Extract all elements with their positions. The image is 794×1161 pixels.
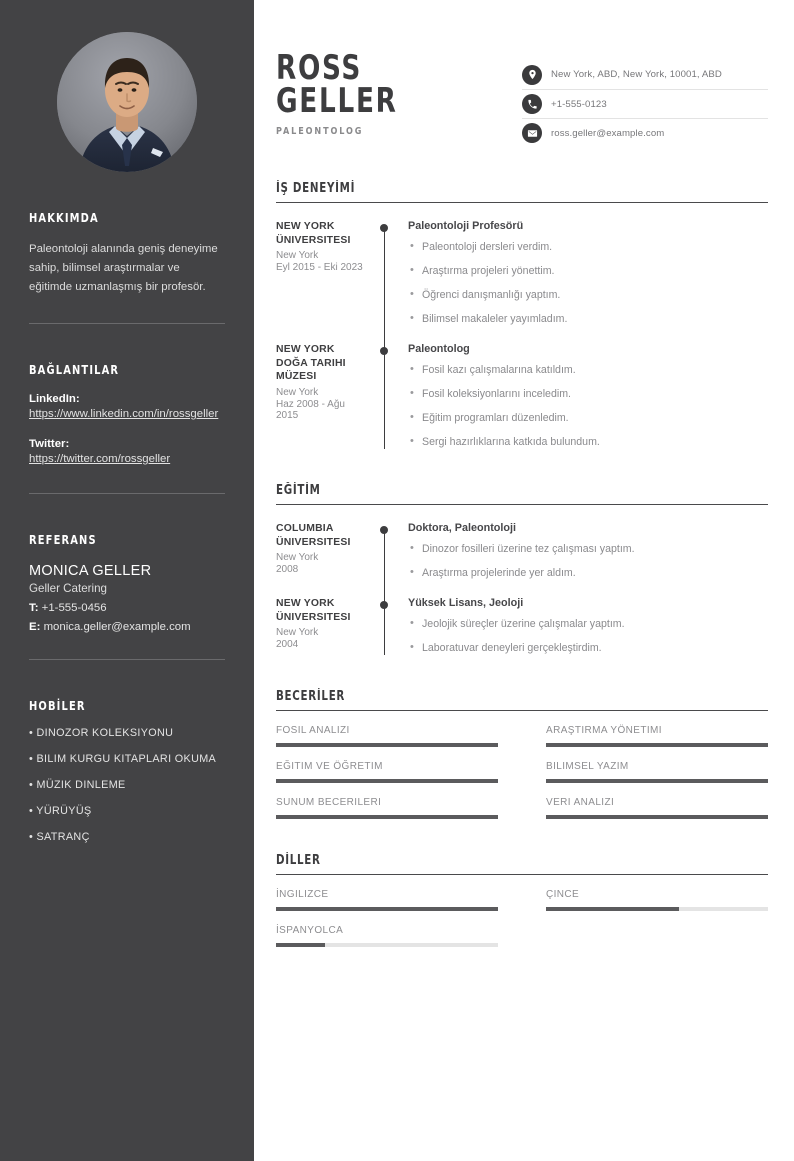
skill-item — [276, 725, 498, 747]
reference-email-row — [29, 621, 225, 633]
skill-label: VERI ANALIZI — [546, 797, 615, 808]
entry-location: New York — [276, 386, 319, 398]
hobby-item: • BILIM KURGU KITAPLARI OKUMA — [29, 753, 217, 765]
skill-item — [276, 797, 498, 819]
experience-entry — [276, 220, 768, 326]
entry-organization: NEW YORK DOĞA TARIHI MÜZESI — [276, 344, 346, 382]
entry-body — [398, 522, 768, 580]
experience-heading: İŞ DENEYİMİ — [276, 181, 356, 196]
about-heading: HAKKIMDA — [29, 210, 99, 225]
entry-organization: NEW YORK ÜNIVERSITESI — [276, 221, 351, 246]
main-content — [254, 0, 794, 1161]
reference-email-label: E: — [29, 621, 41, 633]
entry-location: New York — [276, 627, 319, 638]
entry-bullets — [408, 363, 768, 449]
language-item — [276, 925, 498, 947]
language-item — [276, 889, 498, 911]
links-heading: BAĞLANTILAR — [29, 362, 120, 377]
reference-section — [29, 532, 225, 660]
divider — [29, 659, 225, 660]
hobby-item: • YÜRÜYÜŞ — [29, 805, 92, 817]
timeline-line — [384, 351, 385, 449]
bullet-item: • Fosil kazı çalışmalarına katıldım. — [408, 363, 768, 377]
skill-label: ARAŞTIRMA YÖNETIMI — [546, 725, 662, 736]
reference-organization: Geller Catering — [29, 582, 107, 595]
skills-heading: BECERİLER — [276, 689, 346, 704]
languages-section — [276, 853, 768, 947]
language-label: İSPANYOLCA — [276, 925, 344, 936]
entry-location: New York — [276, 552, 319, 563]
skill-label: EĞITIM VE ÖĞRETIM — [276, 761, 383, 772]
section-rule — [276, 504, 768, 505]
contact-row-address — [522, 60, 768, 89]
language-bar-track — [546, 907, 768, 911]
entry-location: New York — [276, 250, 319, 261]
timeline-line — [384, 605, 385, 655]
about-section — [29, 210, 225, 324]
skill-bar-track — [276, 815, 498, 819]
reference-heading: REFERANS — [29, 532, 97, 547]
reference-phone-label: T: — [29, 602, 39, 614]
entry-bullets — [408, 542, 768, 580]
link-item-linkedin — [29, 393, 225, 422]
skill-bar-fill — [276, 815, 498, 819]
skill-bar-track — [546, 743, 768, 747]
language-bar-track — [276, 943, 498, 947]
language-bar-fill — [276, 943, 325, 947]
contact-list — [522, 60, 768, 147]
job-title: PALEONTOLOG — [276, 126, 364, 137]
entry-body — [398, 597, 768, 655]
experience-entry — [276, 343, 768, 449]
entry-title: Paleontoloji Profesörü — [408, 220, 524, 232]
section-rule — [276, 874, 768, 875]
skill-bar-track — [276, 779, 498, 783]
bullet-item: • Jeolojik süreçler üzerine çalışmalar yaptım. — [408, 617, 768, 631]
contact-address: New York, ABD, New York, 10001, ABD — [551, 69, 722, 80]
entry-body — [398, 220, 768, 326]
link-label: Twitter: — [29, 438, 70, 450]
contact-row-email — [522, 118, 768, 147]
reference-phone-row — [29, 602, 225, 614]
entry-dates: 2004 — [276, 639, 299, 650]
hobby-item: • DINOZOR KOLEKSIYONU — [29, 727, 174, 739]
entry-bullets — [408, 617, 768, 655]
last-name: GELLER — [276, 81, 398, 121]
skill-item — [546, 797, 768, 819]
skill-label: FOSIL ANALIZI — [276, 725, 350, 736]
language-item — [546, 889, 768, 911]
education-heading: EĞİTİM — [276, 483, 321, 498]
hobbies-heading: HOBİLER — [29, 698, 86, 713]
reference-email-value: monica.geller@example.com — [43, 621, 191, 633]
avatar — [57, 32, 197, 172]
skill-bar-fill — [546, 779, 768, 783]
entry-title: Doktora, Paleontoloji — [408, 522, 516, 534]
hobbies-section — [29, 698, 225, 843]
hobby-item: • SATRANÇ — [29, 831, 90, 843]
linkedin-url-link[interactable]: https://www.linkedin.com/in/rossgeller — [29, 408, 219, 420]
skill-bar-fill — [276, 743, 498, 747]
divider — [29, 323, 225, 324]
section-rule — [276, 202, 768, 203]
timeline-marker — [376, 220, 398, 326]
section-rule — [276, 710, 768, 711]
timeline-line — [384, 228, 385, 348]
identity-block — [276, 48, 417, 137]
bullet-item: • Bilimsel makaleler yayımladım. — [408, 312, 768, 326]
language-label: İNGILIZCE — [276, 889, 329, 900]
education-section — [276, 483, 768, 655]
skill-bar-track — [546, 815, 768, 819]
skill-bar-track — [276, 743, 498, 747]
languages-list — [276, 889, 768, 947]
skill-item — [546, 725, 768, 747]
avatar-container — [29, 0, 225, 172]
skill-bar-fill — [276, 779, 498, 783]
entry-meta — [276, 343, 376, 449]
languages-heading: DİLLER — [276, 853, 321, 868]
skills-section — [276, 689, 768, 819]
links-section — [29, 362, 225, 494]
bullet-item: • Sergi hazırlıklarına katkıda bulundum. — [408, 435, 768, 449]
bullet-item: • Araştırma projelerinde yer aldım. — [408, 566, 768, 580]
bullet-item: • Paleontoloji dersleri verdim. — [408, 240, 768, 254]
entry-meta — [276, 522, 376, 580]
contact-row-phone — [522, 89, 768, 118]
skill-bar-fill — [546, 743, 768, 747]
bullet-item: • Eğitim programları düzenledim. — [408, 411, 768, 425]
entry-organization: NEW YORK ÜNIVERSITESI — [276, 598, 351, 623]
education-entry — [276, 597, 768, 655]
reference-phone-value: +1-555-0456 — [41, 602, 107, 614]
link-label: LinkedIn: — [29, 393, 80, 405]
timeline-marker — [376, 343, 398, 449]
skill-label: BILIMSEL YAZIM — [546, 761, 629, 772]
language-bar-fill — [276, 907, 498, 911]
envelope-icon — [522, 123, 542, 143]
entry-title: Paleontolog — [408, 343, 470, 355]
bullet-item: • Dinozor fosilleri üzerine tez çalışması yaptım. — [408, 542, 768, 556]
entry-organization: COLUMBIA ÜNIVERSITESI — [276, 523, 351, 548]
skill-item — [276, 761, 498, 783]
skill-bar-track — [546, 779, 768, 783]
skill-label: SUNUM BECERILERI — [276, 797, 382, 808]
entry-dates: 2008 — [276, 564, 299, 575]
bullet-item: • Fosil koleksiyonlarını inceledim. — [408, 387, 768, 401]
avatar-illustration — [57, 32, 197, 172]
contact-email: ross.geller@example.com — [551, 127, 665, 139]
skills-list — [276, 725, 768, 819]
entry-meta — [276, 220, 376, 326]
divider — [29, 493, 225, 494]
reference-name: MONICA GELLER — [29, 563, 152, 579]
first-name: ROSS — [276, 48, 363, 88]
education-entry — [276, 522, 768, 580]
entry-body — [398, 343, 768, 449]
skill-item — [546, 761, 768, 783]
hobby-item: • MÜZIK DINLEME — [29, 779, 126, 791]
timeline-line — [384, 530, 385, 602]
entry-dates: Haz 2008 - Ağu 2015 — [276, 398, 345, 421]
entry-bullets — [408, 240, 768, 326]
language-bar-fill — [546, 907, 679, 911]
entry-dates: Eyl 2015 - Eki 2023 — [276, 262, 363, 273]
experience-section — [276, 181, 768, 449]
bullet-item: • Laboratuvar deneyleri gerçekleştirdim. — [408, 641, 768, 655]
sidebar — [0, 0, 254, 1161]
skill-bar-fill — [546, 815, 768, 819]
link-item-twitter — [29, 438, 225, 467]
bullet-item: • Öğrenci danışmanlığı yaptım. — [408, 288, 768, 302]
header — [276, 48, 768, 147]
timeline-marker — [376, 522, 398, 580]
twitter-url-link[interactable]: https://twitter.com/rossgeller — [29, 453, 171, 465]
language-label: ÇINCE — [546, 889, 580, 900]
language-bar-track — [276, 907, 498, 911]
location-pin-icon — [522, 65, 542, 85]
bullet-item: • Araştırma projeleri yönettim. — [408, 264, 768, 278]
entry-meta — [276, 597, 376, 655]
about-text: Paleontoloji alanında geniş deneyime sahip, bilimsel araştırmalar ve eğitimde uzmanlaşmış bir profesör. — [29, 243, 218, 293]
entry-title: Yüksek Lisans, Jeoloji — [408, 597, 524, 609]
phone-icon — [522, 94, 542, 114]
contact-phone: +1-555-0123 — [551, 98, 607, 110]
timeline-marker — [376, 597, 398, 655]
